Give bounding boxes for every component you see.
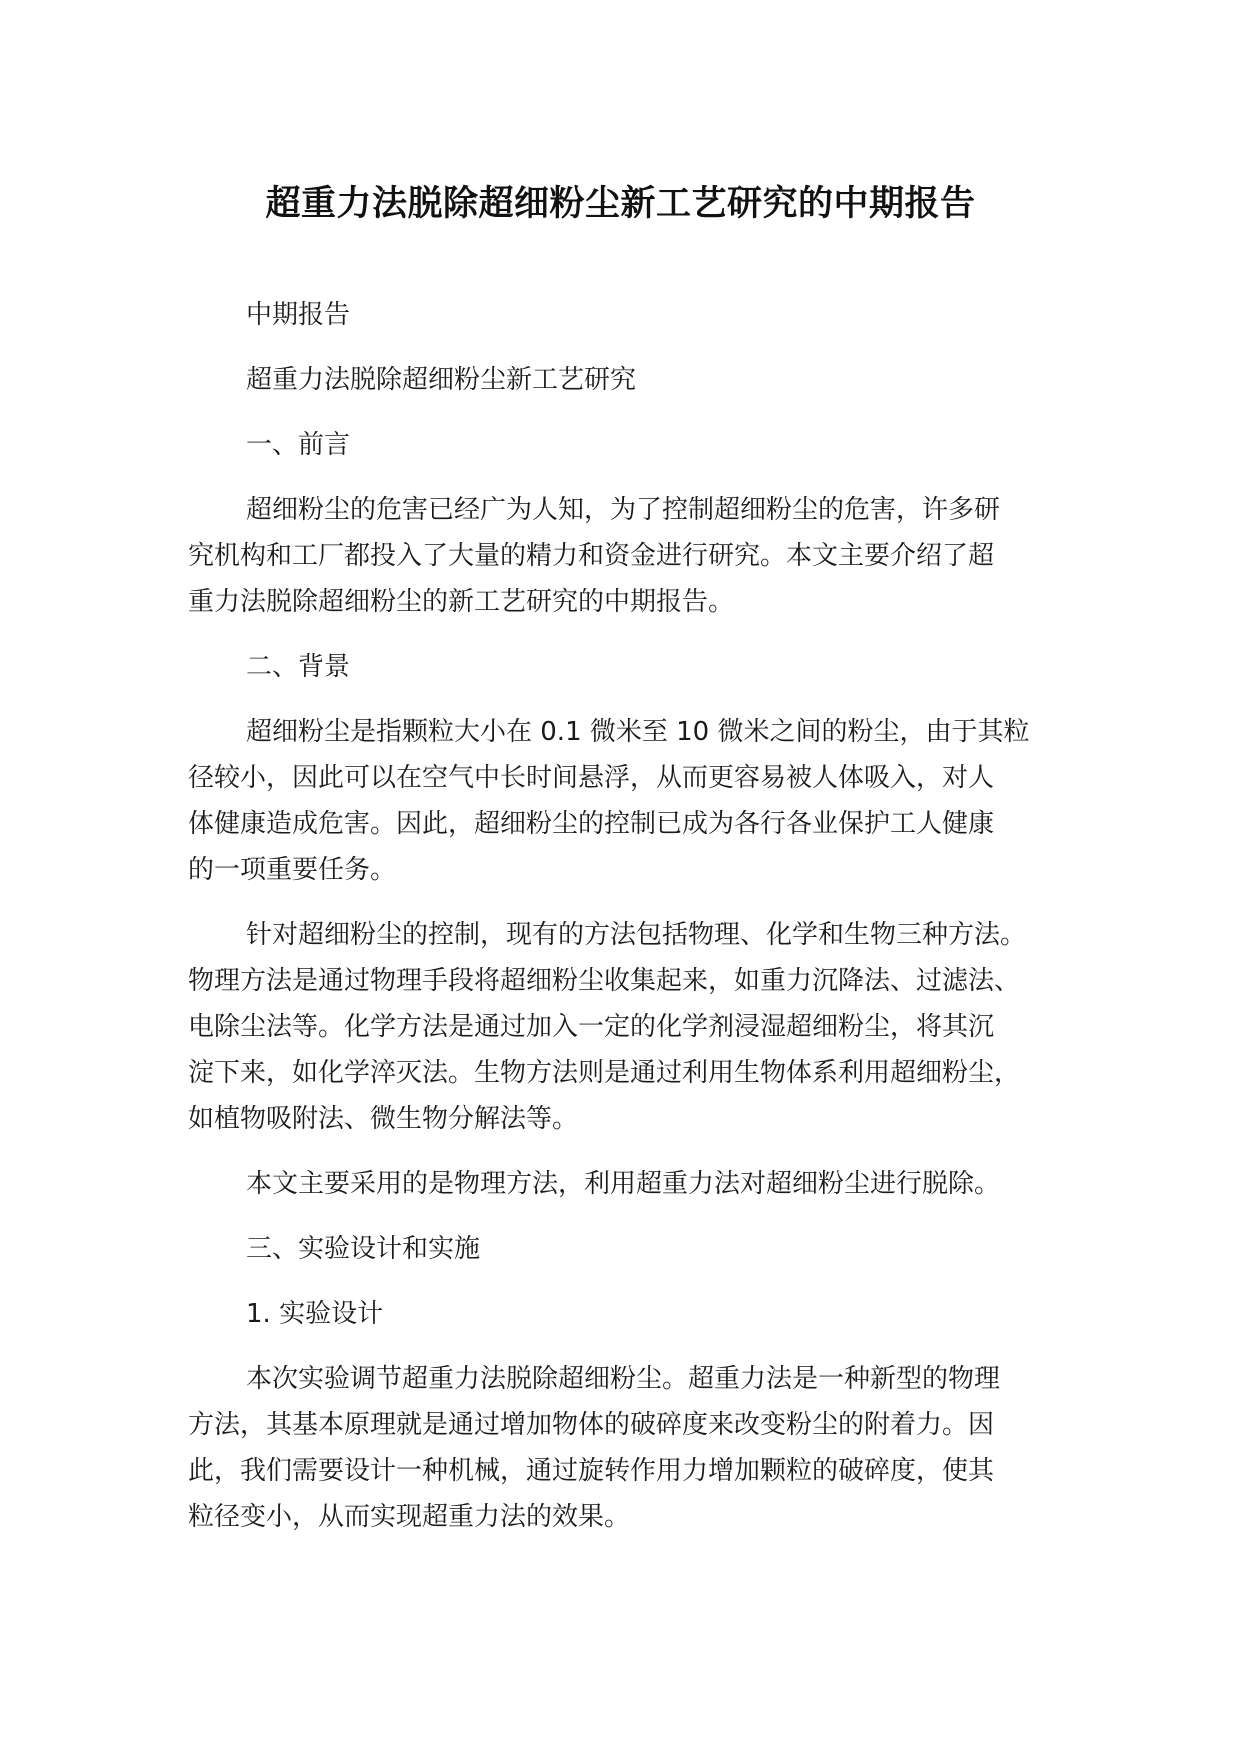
text-line: 物理方法是通过物理手段将超细粉尘收集起来，如重力沉降法、过滤法、 xyxy=(188,966,1021,996)
text-line: 中期报告 xyxy=(246,300,351,330)
section-heading-background xyxy=(188,644,1068,690)
section-heading-preface xyxy=(188,422,1068,468)
text-line: 一、前言 xyxy=(246,430,351,460)
text-line: 1. 实验设计 xyxy=(246,1299,384,1329)
text-line: 的一项重要任务。 xyxy=(188,855,397,885)
paragraph-subtitle xyxy=(188,357,1068,403)
text-line: 粒径变小，从而实现超重力法的效果。 xyxy=(188,1502,631,1532)
paragraph-background-1 xyxy=(188,709,1068,893)
text-line: 体健康造成危害。因此，超细粉尘的控制已成为各行各业保护工人健康 xyxy=(188,809,995,839)
document-body xyxy=(188,292,1068,1540)
text-line: 超细粉尘的危害已经广为人知，为了控制超细粉尘的危害，许多研 xyxy=(246,495,1001,525)
subsection-heading-design xyxy=(188,1291,1068,1337)
text-line: 二、背景 xyxy=(246,652,351,682)
text-line: 本次实验调节超重力法脱除超细粉尘。超重力法是一种新型的物理 xyxy=(246,1364,1001,1394)
text-line: 针对超细粉尘的控制，现有的方法包括物理、化学和生物三种方法。 xyxy=(246,920,1027,950)
text-line: 电除尘法等。化学方法是通过加入一定的化学剂浸湿超细粉尘，将其沉 xyxy=(188,1012,995,1042)
text-line: 此，我们需要设计一种机械，通过旋转作用力增加颗粒的破碎度，使其 xyxy=(188,1456,995,1486)
text-line: 本文主要采用的是物理方法，利用超重力法对超细粉尘进行脱除。 xyxy=(246,1169,1001,1199)
text-line: 径较小，因此可以在空气中长时间悬浮，从而更容易被人体吸入，对人 xyxy=(188,763,995,793)
text-line: 三、实验设计和实施 xyxy=(246,1234,481,1264)
document-title: 超重力法脱除超细粉尘新工艺研究的中期报告 xyxy=(265,184,976,224)
text-line: 淀下来，如化学淬灭法。生物方法则是通过利用生物体系利用超细粉尘， xyxy=(188,1058,1021,1088)
paragraph-background-2 xyxy=(188,912,1068,1142)
paragraph-method xyxy=(188,1161,1068,1207)
section-heading-experiment xyxy=(188,1226,1068,1272)
text-line: 如植物吸附法、微生物分解法等。 xyxy=(188,1104,579,1134)
text-line: 重力法脱除超细粉尘的新工艺研究的中期报告。 xyxy=(188,587,735,617)
text-line: 方法，其基本原理就是通过增加物体的破碎度来改变粉尘的附着力。因 xyxy=(188,1410,995,1440)
paragraph-preface xyxy=(188,487,1068,625)
text-line: 究机构和工厂都投入了大量的精力和资金进行研究。本文主要介绍了超 xyxy=(188,541,995,571)
paragraph-design xyxy=(188,1356,1068,1540)
paragraph-heading-report xyxy=(188,292,1068,338)
text-line: 超细粉尘是指颗粒大小在 0.1 微米至 10 微米之间的粉尘，由于其粒 xyxy=(246,717,1030,747)
text-line: 超重力法脱除超细粉尘新工艺研究 xyxy=(246,365,637,395)
